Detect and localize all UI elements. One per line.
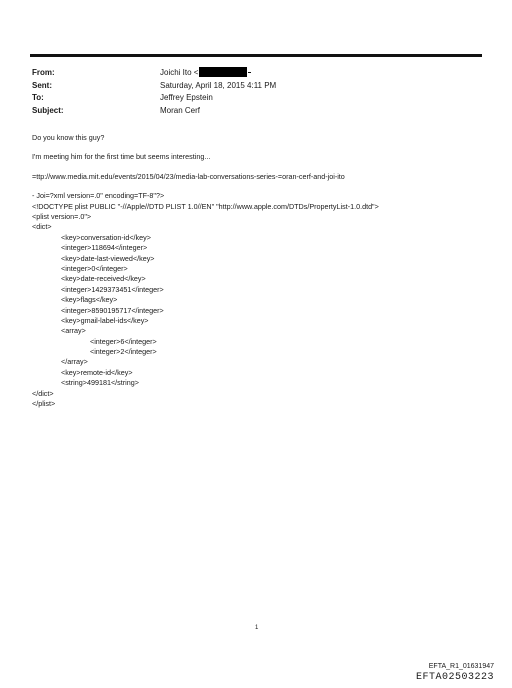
email-header [32, 67, 482, 117]
email-body [32, 133, 487, 409]
code-line: <integer>1429373451</integer> [61, 284, 164, 294]
bates-id-large: EFTA02503223 [415, 672, 494, 683]
to-label: To: [32, 93, 44, 102]
code-line: <key>flags</key> [61, 295, 118, 305]
subject-row [32, 105, 482, 118]
redaction-block [199, 67, 247, 77]
plist-block [32, 191, 487, 409]
body-line-question: Do you know this guy? [32, 133, 105, 142]
code-line: <key>date-received</key> [61, 274, 146, 284]
sender-name: Joichi Ito < [160, 68, 199, 77]
sent-row [32, 80, 482, 93]
code-line: <key>remote-id</key> [61, 367, 133, 377]
code-line: <!DOCTYPE plist PUBLIC "-//Apple//DTD PLIST 1.0//EN" "http://www.apple.com/DTDs/PropertyList-1.0.dtd"> [32, 201, 379, 211]
page-number: 1 [255, 625, 259, 631]
code-line: </plist> [32, 399, 56, 409]
header-divider [30, 54, 482, 57]
code-line: <key>date-last-viewed</key> [61, 253, 155, 263]
code-line: <string>499181</string> [61, 378, 139, 388]
code-line: - Joi=?xml version=.0" encoding=TF-8"?> [32, 191, 165, 201]
redaction-tail [248, 72, 251, 73]
code-line: </dict> [32, 388, 54, 398]
code-line: <key>conversation-id</key> [61, 232, 151, 242]
sent-label: Sent: [32, 80, 52, 90]
code-line: <integer>118694</integer> [61, 243, 148, 253]
body-line-meeting: I'm meeting him for the first time but seems interesting... [32, 152, 211, 162]
from-row [32, 67, 482, 80]
subject-value: Moran Cerf [160, 105, 201, 115]
from-label: From: [32, 68, 55, 77]
sent-value: Saturday, April 18, 2015 4:11 PM [160, 80, 277, 90]
code-line: <array> [61, 326, 86, 336]
from-value [160, 67, 482, 80]
subject-label: Subject: [32, 105, 64, 115]
code-line: <integer>8590195717</integer> [61, 305, 164, 315]
to-value: Jeffrey Epstein [160, 93, 213, 102]
code-line: </array> [61, 357, 88, 367]
to-row [32, 92, 482, 105]
code-line: <dict> [32, 222, 52, 232]
code-line: <key>gmail-label-ids</key> [61, 315, 149, 325]
body-line-link: =ttp://www.media.mit.edu/events/2015/04/23/media-lab-conversations-series-=oran-cerf-and-joi-ito [32, 171, 345, 181]
code-line: <integer>0</integer> [61, 263, 128, 273]
bates-id-small: EFTA_R1_01631947 [428, 663, 494, 670]
code-line: <integer>6</integer> [90, 336, 157, 346]
code-line: <integer>2</integer> [90, 347, 157, 357]
code-line: <plist version=.0"> [32, 212, 92, 221]
